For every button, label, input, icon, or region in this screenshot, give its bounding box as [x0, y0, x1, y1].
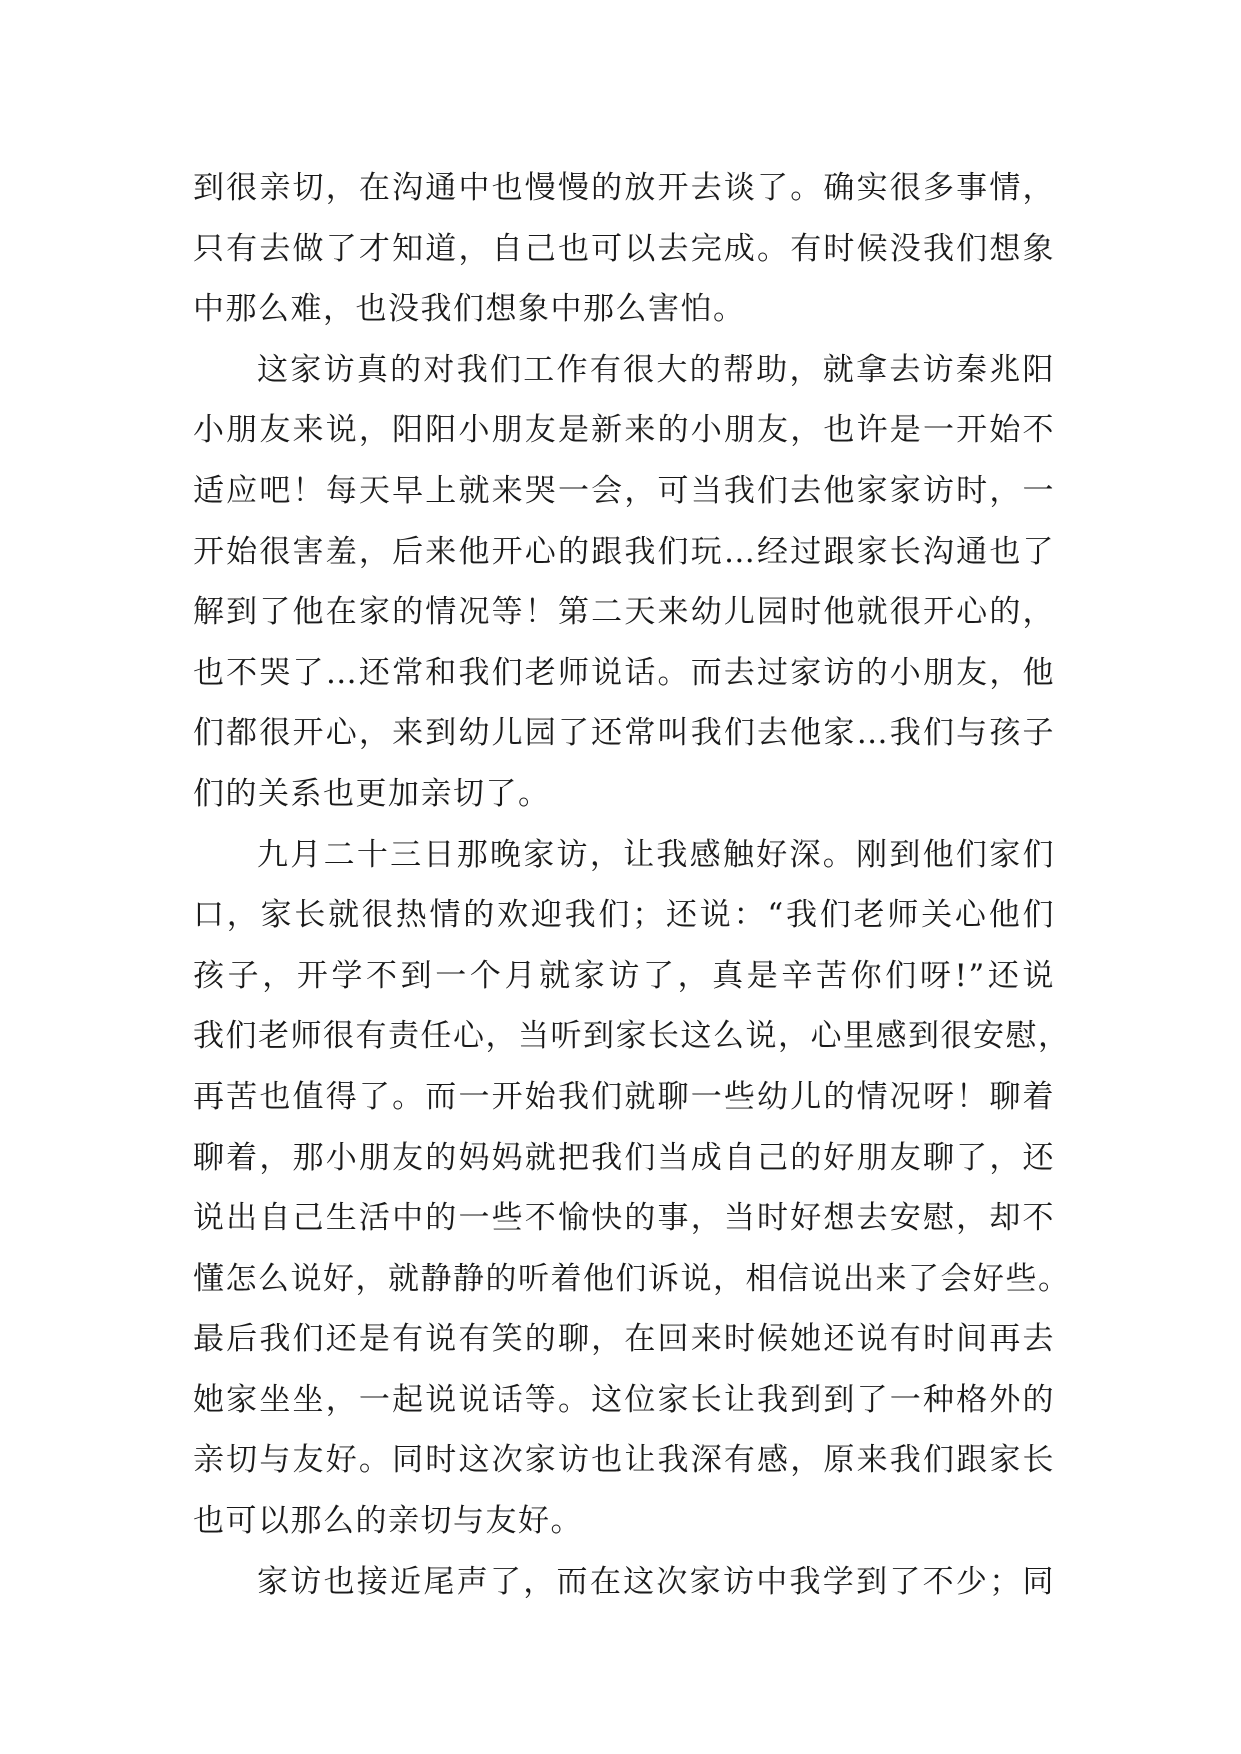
text-line: 们都很开心，来到幼儿园了还常叫我们去他家…我们与孩子 [193, 715, 1055, 752]
document-body [193, 158, 1071, 1612]
text-line: 懂怎么说好，就静静的听着他们诉说，相信说出来了会好些。 [193, 1260, 1071, 1297]
text-line: 再苦也值得了。而一开始我们就聊一些幼儿的情况呀！聊着 [193, 1078, 1055, 1115]
text-line: 也不哭了…还常和我们老师说话。而去过家访的小朋友，他 [193, 654, 1055, 691]
text-line: 说出自己生活中的一些不愉快的事，当时好想去安慰，却不 [193, 1200, 1055, 1237]
text-line: 适应吧！每天早上就来哭一会，可当我们去他家家访时，一 [193, 472, 1055, 509]
text-line: 最后我们还是有说有笑的聊，在回来时候她还说有时间再去 [193, 1321, 1055, 1358]
paragraph-2 [193, 340, 1055, 825]
text-line: 只有去做了才知道，自己也可以去完成。有时候没我们想象 [193, 230, 1055, 267]
text-line: 九月二十三日那晚家访，让我感触好深。刚到他们家们 [257, 836, 1055, 873]
text-line: 们的关系也更加亲切了。 [193, 775, 551, 812]
text-line: 小朋友来说，阳阳小朋友是新来的小朋友，也许是一开始不 [193, 412, 1055, 449]
text-line: 亲切与友好。同时这次家访也让我深有感，原来我们跟家长 [193, 1442, 1055, 1479]
text-line: 到很亲切，在沟通中也慢慢的放开去谈了。确实很多事情， [193, 170, 1055, 206]
text-line: 家访也接近尾声了，而在这次家访中我学到了不少；同 [257, 1563, 1055, 1600]
text-line: 开始很害羞，后来他开心的跟我们玩…经过跟家长沟通也了 [193, 533, 1055, 570]
text-line: 口，家长就很热情的欢迎我们；还说：“我们老师关心他们 [193, 897, 1055, 934]
paragraph-4 [193, 1552, 1055, 1613]
text-line: 聊着，那小朋友的妈妈就把我们当成自己的好朋友聊了，还 [193, 1139, 1055, 1176]
text-line: 也可以那么的亲切与友好。 [193, 1503, 583, 1540]
text-line: 中那么难，也没我们想象中那么害怕。 [193, 291, 746, 328]
text-line: 她家坐坐，一起说说话等。这位家长让我到到了一种格外的 [193, 1381, 1055, 1418]
text-line: 我们老师很有责任心，当听到家长这么说，心里感到很安慰， [193, 1018, 1071, 1055]
text-line: 孩子，开学不到一个月就家访了，真是辛苦你们呀!”还说 [193, 957, 1055, 994]
paragraph-1 [193, 158, 1055, 340]
text-line: 解到了他在家的情况等！第二天来幼儿园时他就很开心的， [193, 594, 1055, 631]
paragraph-3 [193, 825, 1071, 1552]
text-line: 这家访真的对我们工作有很大的帮助，就拿去访秦兆阳 [257, 351, 1055, 388]
